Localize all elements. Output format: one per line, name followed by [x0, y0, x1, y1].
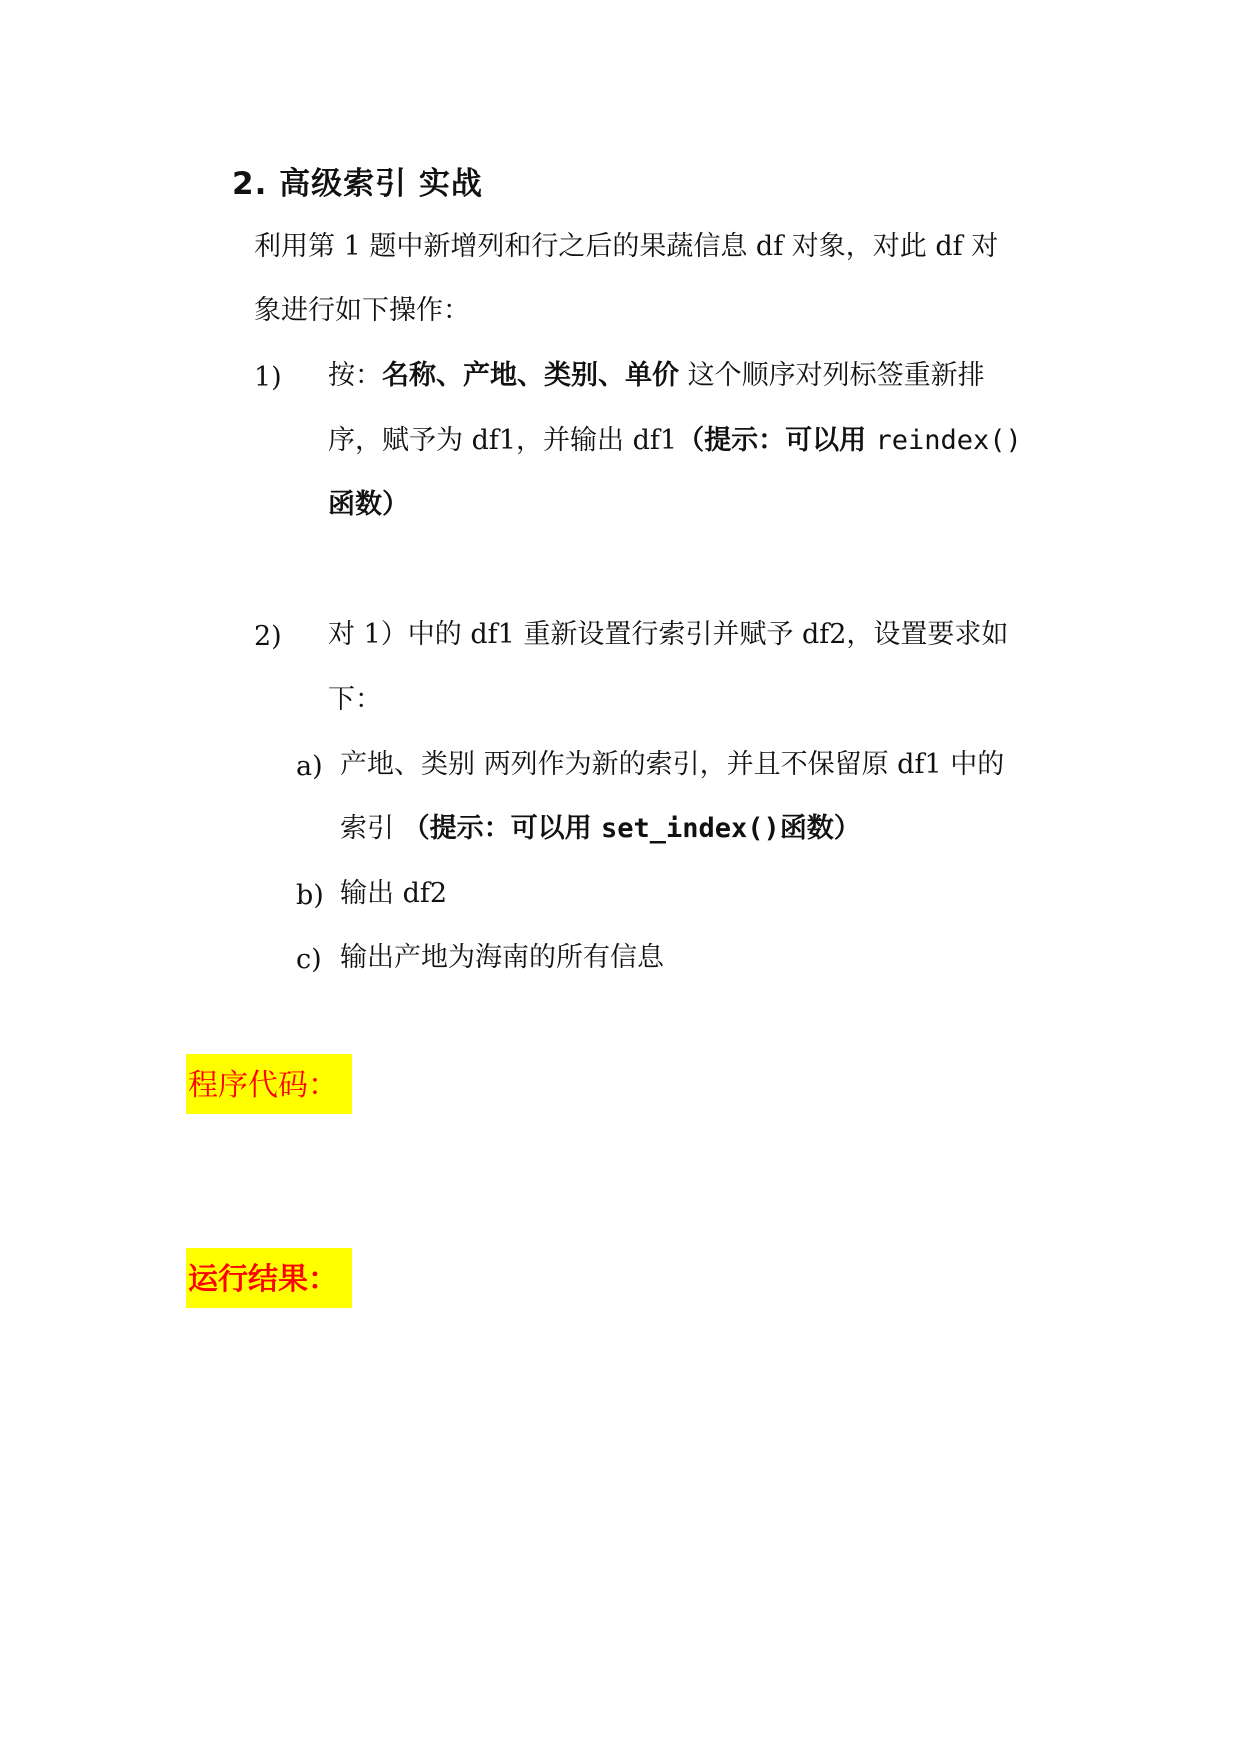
intro-line-1: 利用第 1 题中新增列和行之后的果蔬信息 df 对象，对此 df 对 — [254, 231, 999, 262]
item-1-line-2-text: 序，赋予为 df1，并输出 df1 — [328, 425, 678, 456]
sub-item-a-line-2 — [340, 815, 861, 842]
sub-item-b-text: 输出 df2 — [340, 878, 448, 909]
sub-item-a-line-1: 产地、类别 两列作为新的索引，并且不保留原 df1 中的 — [340, 749, 1005, 780]
result-label: 运行结果： — [186, 1248, 352, 1308]
intro-line-2: 象进行如下操作： — [254, 295, 470, 326]
sub-item-a-line-2-text: 索引 — [340, 813, 403, 844]
item-1-prefix: 按： — [328, 360, 382, 391]
sub-item-a-hint-func: set_index() — [601, 813, 780, 844]
sub-item-a-label: a) — [296, 751, 323, 782]
item-1-column-order: 名称、产地、类别、单价 — [382, 360, 679, 391]
item-2-line-2: 下： — [328, 684, 382, 715]
item-2-line-1: 对 1）中的 df1 重新设置行索引并赋予 df2，设置要求如 — [328, 619, 1009, 650]
item-1-line-1 — [328, 362, 985, 389]
sub-item-b-label: b) — [296, 880, 324, 911]
item-1-rest: 这个顺序对列标签重新排 — [679, 360, 985, 391]
sub-item-c-label: c) — [296, 944, 322, 975]
item-1-hint-func: reindex() — [875, 425, 1022, 456]
sub-item-a-hint-close: 函数） — [779, 813, 861, 844]
sub-item-c-text: 输出产地为海南的所有信息 — [340, 942, 664, 973]
section-heading: 2. 高级索引 实战 — [232, 166, 483, 202]
item-1-line-2 — [328, 427, 1022, 454]
item-2-number: 2) — [254, 621, 282, 652]
item-1-line-3: 函数） — [328, 489, 409, 520]
item-1-hint: （提示：可以用 — [677, 425, 876, 456]
code-label: 程序代码： — [186, 1054, 352, 1114]
item-1-number: 1) — [254, 362, 282, 393]
sub-item-a-hint: （提示：可以用 — [402, 813, 601, 844]
